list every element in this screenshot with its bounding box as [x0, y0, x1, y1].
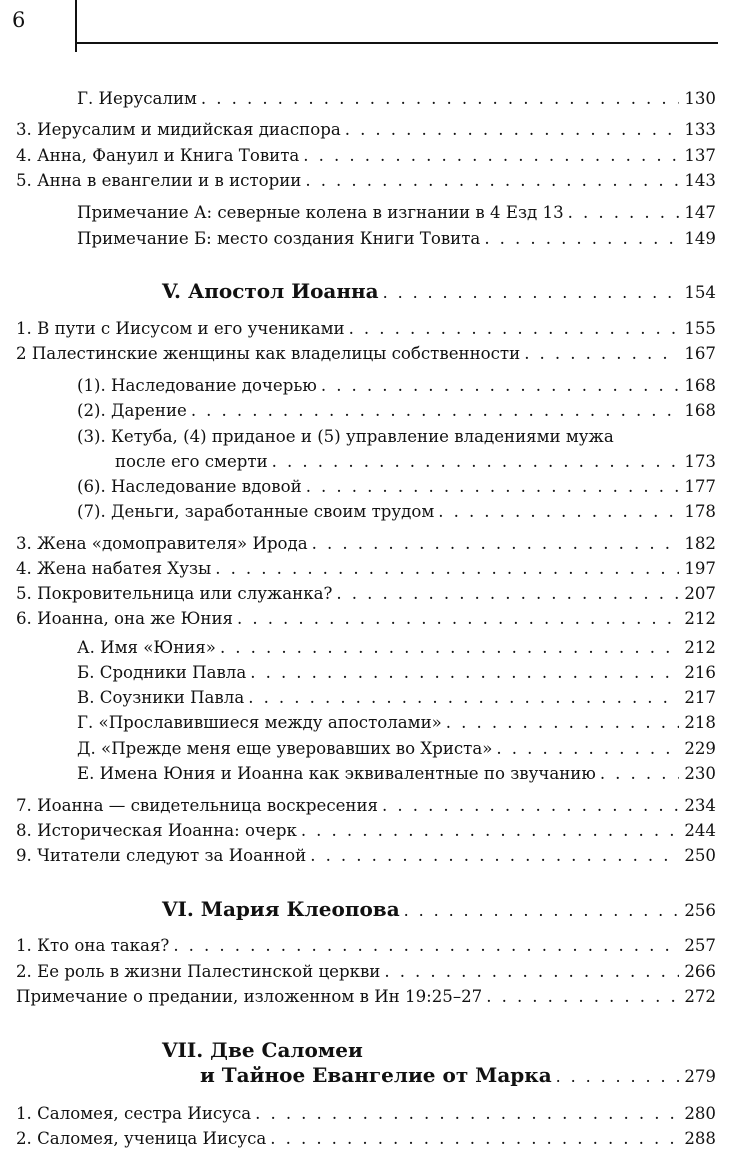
toc-entry-page: 288: [684, 1129, 716, 1148]
toc-entry[interactable]: [77, 202, 716, 224]
toc-entry-title: 9. Читатели следуют за Иоанной: [16, 846, 307, 865]
dot-leader: [306, 476, 680, 498]
toc-entry[interactable]: [16, 795, 716, 817]
toc-entry-page: 234: [684, 796, 716, 815]
dot-leader: [303, 145, 679, 167]
toc-entry[interactable]: [16, 533, 716, 555]
toc-entry-title: Д. «Прежде меня еще уверовавших во Христа»: [77, 739, 493, 758]
dot-leader: [312, 533, 680, 555]
toc-entry-page: 143: [684, 171, 716, 190]
toc-entry-title: В. Соузники Павла: [77, 688, 245, 707]
toc-entry-page: 167: [684, 344, 716, 363]
dot-leader: [524, 343, 679, 365]
dot-leader: [384, 961, 679, 983]
toc-entry-title: 5. Анна в евангелии и в истории: [16, 171, 302, 190]
dot-leader: [404, 901, 680, 920]
toc-entry-title: 1. Кто она такая?: [16, 936, 170, 955]
chapter-heading-7-line-1[interactable]: VII. Две Саломеи: [162, 1038, 363, 1062]
toc-entry[interactable]: [16, 343, 716, 365]
chapter-title: VI. Мария Клеопова: [162, 897, 400, 921]
toc-entry[interactable]: [16, 318, 716, 340]
toc-entry-page: 280: [684, 1104, 716, 1123]
toc-entry-title: А. Имя «Юния»: [77, 638, 216, 657]
toc-entry-title: 5. Покровительница или служанка?: [16, 584, 333, 603]
toc-entry[interactable]: [16, 1128, 716, 1150]
toc-entry[interactable]: [115, 451, 716, 473]
dot-leader: [383, 283, 680, 302]
toc-entry[interactable]: [77, 88, 716, 110]
dot-leader: [382, 795, 679, 817]
toc-entry-title: 6. Иоанна, она же Юния: [16, 609, 233, 628]
toc-entry-title: Б. Сродники Павла: [77, 663, 247, 682]
toc-entry-page: 168: [684, 401, 716, 420]
toc-entry-title: Примечание Б: место создания Книги Товита: [77, 229, 481, 248]
toc-entry-page: 182: [684, 534, 716, 553]
toc-entry-title: 2 Палестинские женщины как владелицы собственности: [16, 344, 521, 363]
toc-entry[interactable]: [16, 558, 716, 580]
toc-entry-page: 147: [684, 203, 716, 222]
toc-entry[interactable]: [16, 119, 716, 141]
dot-leader: [600, 763, 679, 785]
dot-leader: [349, 318, 680, 340]
toc-entry[interactable]: [16, 961, 716, 983]
toc-entry[interactable]: [77, 763, 716, 785]
toc-entry-title: Г. «Прославившиеся между апостолами»: [77, 713, 442, 732]
toc-entry-page: 218: [684, 713, 716, 732]
dot-leader: [301, 820, 679, 842]
toc-entry[interactable]: [77, 738, 716, 760]
toc-entry-title: Г. Иерусалим: [77, 89, 197, 108]
toc-entry-title: Примечание о предании, изложенном в Ин 19:25–27: [16, 987, 483, 1006]
dot-leader: [496, 738, 679, 760]
toc-entry[interactable]: [16, 608, 716, 630]
chapter-page: 154: [684, 283, 716, 302]
dot-leader: [237, 608, 679, 630]
dot-leader: [345, 119, 680, 141]
dot-leader: [484, 228, 679, 250]
toc-entry[interactable]: [77, 400, 716, 422]
chapter-page: 279: [684, 1067, 716, 1086]
dot-leader: [201, 88, 679, 110]
toc-entry-page: 168: [684, 376, 716, 395]
toc-entry[interactable]: [77, 712, 716, 734]
toc-entry-page: 216: [684, 663, 716, 682]
toc-entry-title: 3. Жена «домоправителя» Ирода: [16, 534, 308, 553]
dot-leader: [191, 400, 679, 422]
toc-entry-page: 244: [684, 821, 716, 840]
toc-entry-title: (1). Наследование дочерью: [77, 376, 317, 395]
header-vertical-rule: [75, 0, 77, 52]
dot-leader: [305, 170, 679, 192]
toc-entry-title: (2). Дарение: [77, 401, 187, 420]
toc-entry[interactable]: [77, 501, 716, 523]
toc-entry-title: (6). Наследование вдовой: [77, 477, 302, 496]
toc-entry-title: 1. В пути с Иисусом и его учениками: [16, 319, 345, 338]
toc-entry-page: 266: [684, 962, 716, 981]
toc-entry[interactable]: [16, 1103, 716, 1125]
dot-leader: [173, 935, 679, 957]
toc-entry-page: 133: [684, 120, 716, 139]
toc-entry[interactable]: [77, 375, 716, 397]
dot-leader: [568, 202, 680, 224]
dot-leader: [272, 451, 680, 473]
toc-entry-page: 149: [684, 229, 716, 248]
toc-entry-title: 2. Ее роль в жизни Палестинской церкви: [16, 962, 381, 981]
toc-entry-page: 177: [684, 477, 716, 496]
toc-entry[interactable]: [16, 935, 716, 957]
toc-entry-title-continued[interactable]: (3). Кетуба, (4) приданое и (5) управление владениями мужа: [77, 427, 614, 446]
toc-entry-title: 4. Анна, Фануил и Книга Товита: [16, 146, 300, 165]
dot-leader: [310, 845, 679, 867]
dot-leader: [215, 558, 679, 580]
toc-entry[interactable]: [77, 662, 716, 684]
toc-entry-page: 212: [684, 609, 716, 628]
toc-entry-title: (7). Деньги, заработанные своим трудом: [77, 502, 435, 521]
dot-leader: [255, 1103, 679, 1125]
dot-leader: [438, 501, 679, 523]
toc-entry-page: 212: [684, 638, 716, 657]
toc-entry-page: 197: [684, 559, 716, 578]
toc-entry-page: 217: [684, 688, 716, 707]
header-horizontal-rule: [75, 42, 718, 44]
toc-entry-page: 130: [684, 89, 716, 108]
toc-entry-title: 1. Саломея, сестра Иисуса: [16, 1104, 252, 1123]
toc-entry[interactable]: [16, 145, 716, 167]
toc-entry[interactable]: [16, 170, 716, 192]
dot-leader: [250, 662, 679, 684]
chapter-heading-6[interactable]: [162, 897, 716, 921]
toc-entry[interactable]: [16, 986, 716, 1008]
toc-entry-title: 4. Жена набатея Хузы: [16, 559, 212, 578]
dot-leader: [336, 583, 679, 605]
dot-leader: [321, 375, 679, 397]
toc-entry-page: 257: [684, 936, 716, 955]
page-number: 6: [12, 8, 26, 32]
toc-entry[interactable]: [16, 583, 716, 605]
toc-entry-page: 178: [684, 502, 716, 521]
toc-entry[interactable]: [77, 687, 716, 709]
toc-entry-page: 272: [684, 987, 716, 1006]
toc-entry-title: 8. Историческая Иоанна: очерк: [16, 821, 297, 840]
dot-leader: [220, 637, 679, 659]
chapter-heading-7[interactable]: [200, 1063, 716, 1087]
toc-entry-title: Е. Имена Юния и Иоанна как эквивалентные по звучанию: [77, 764, 596, 783]
chapter-heading-5[interactable]: [162, 279, 716, 303]
dot-leader: [248, 687, 679, 709]
toc-entry-page: 207: [684, 584, 716, 603]
toc-entry-page: 230: [684, 764, 716, 783]
toc-entry[interactable]: [77, 476, 716, 498]
toc-entry-page: 137: [684, 146, 716, 165]
toc-entry-page: 155: [684, 319, 716, 338]
toc-entry[interactable]: [16, 845, 716, 867]
dot-leader: [270, 1128, 679, 1150]
toc-entry-title: после его смерти: [115, 452, 268, 471]
toc-entry-page: 229: [684, 739, 716, 758]
chapter-title: V. Апостол Иоанна: [162, 279, 379, 303]
toc-entry-title: 7. Иоанна — свидетельница воскресения: [16, 796, 379, 815]
toc-entry-title: Примечание А: северные колена в изгнании в 4 Езд 13: [77, 203, 564, 222]
dot-leader: [556, 1067, 680, 1086]
chapter-page: 256: [684, 901, 716, 920]
chapter-title: и Тайное Евангелие от Марка: [200, 1063, 552, 1087]
dot-leader: [446, 712, 680, 734]
toc-entry-title: 2. Саломея, ученица Иисуса: [16, 1129, 267, 1148]
toc-entry-title: 3. Иерусалим и мидийская диаспора: [16, 120, 341, 139]
toc-entry-page: 173: [684, 452, 716, 471]
toc-entry[interactable]: [77, 228, 716, 250]
toc-entry[interactable]: [77, 637, 716, 659]
dot-leader: [486, 986, 679, 1008]
toc-entry-page: 250: [684, 846, 716, 865]
toc-entry[interactable]: [16, 820, 716, 842]
